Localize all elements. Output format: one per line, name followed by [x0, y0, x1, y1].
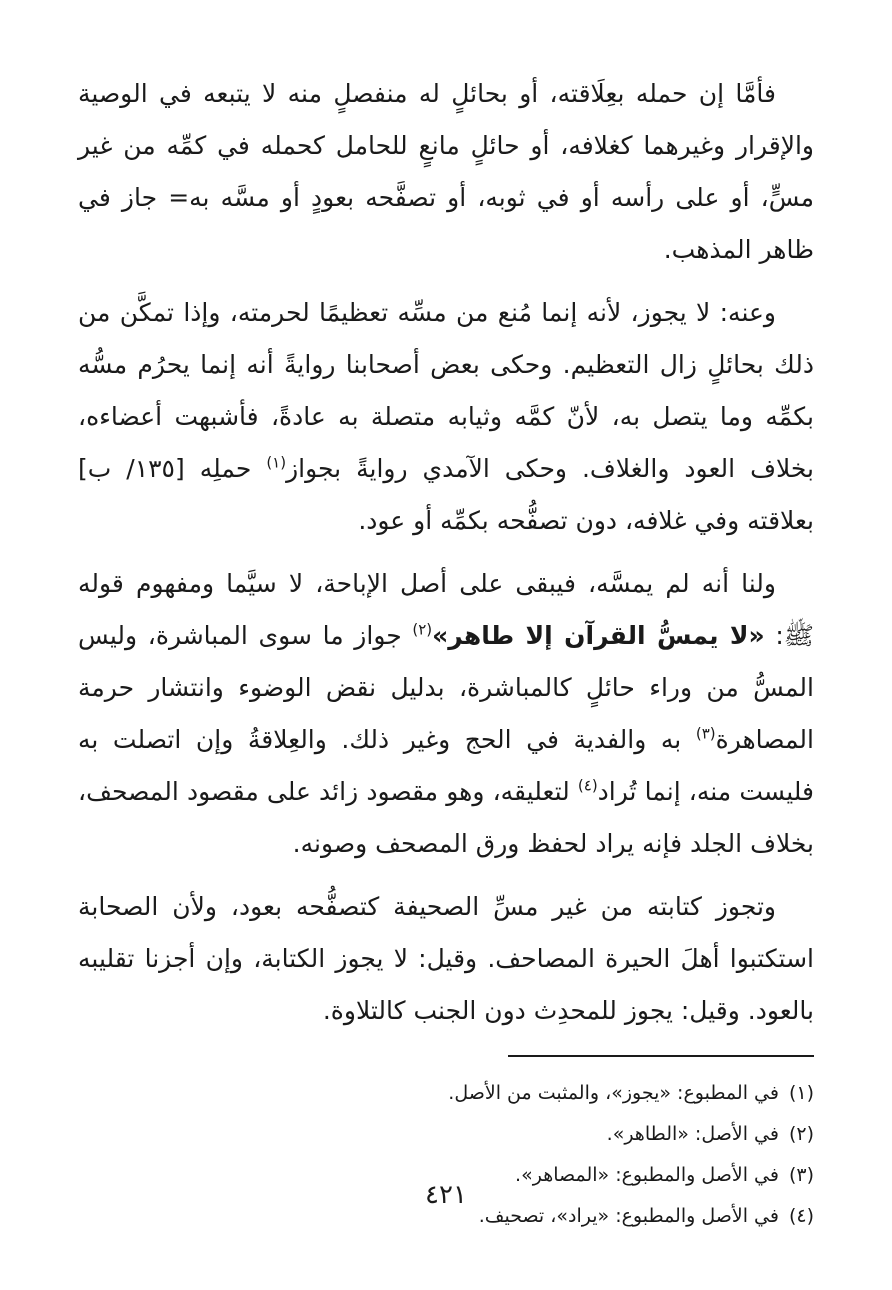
footnote-ref-4: (٤)	[577, 776, 598, 795]
paragraph-3-text-b: جواز ما سوى المباشرة، وليس المسُّ من وراء حائلٍ كالمباشرة، بدليل نقض الوضوء وانتشار حرمة المصاهرة	[78, 621, 814, 754]
footnote-text: في الأصل والمطبوع: «يراد»، تصحيف.	[478, 1205, 779, 1227]
footnote-ref-3: (٣)	[695, 724, 716, 743]
paragraph-1-text: فأمَّا إن حمله بعِلَاقته، أو بحائلٍ له منفصلٍ منه لا يتبعه في الوصية والإقرار وغيرهما كغلافه، أو حائلٍ مانعٍ للحامل كحمله في كمِّه من غير مسٍّ، أو على رأسه أو في ثوبه، أو تصفَّحه بعودٍ أو مسَّه به= جاز في ظاهر المذهب.	[78, 79, 814, 264]
footnote-ref-2: (٢)	[412, 620, 433, 639]
footnote-2	[78, 1114, 814, 1155]
footnote-number: (١)	[788, 1082, 814, 1104]
footnote-number: (٢)	[788, 1123, 814, 1145]
paragraph-1	[78, 68, 814, 276]
paragraph-2-text-b: حملِه [١٣٥/ ب] بعلاقته وفي غلافه، دون تصفُّحه بكمِّه أو عود.	[78, 454, 814, 535]
footnote-text: في المطبوع: «يجوز»، والمثبت من الأصل.	[448, 1082, 779, 1104]
paragraph-3-text-c: به والفدية في الحج وغير ذلك. والعِلاقةُ وإن اتصلت به فليست منه، إنما تُراد	[78, 725, 814, 806]
paragraph-4-text: وتجوز كتابته من غير مسِّ الصحيفة كتصفُّحه بعود، ولأن الصحابة استكتبوا أهلَ الحيرة المصاحف. وقيل: لا يجوز الكتابة، وإن أجزنا تقليبه بالعود. وقيل: يجوز للمحدِث دون الجنب كالتلاوة.	[78, 892, 814, 1025]
footnote-divider	[508, 1055, 814, 1057]
hadith-quote: «لا يمسُّ القرآن إلا طاهر»	[432, 621, 765, 650]
paragraph-2-text-a: وعنه: لا يجوز، لأنه إنما مُنع من مسِّه تعظيمًا لحرمته، وإذا تمكَّن من ذلك بحائلٍ زال التعظيم. وحكى بعض أصحابنا روايةً أنه إنما يحرُم مسُّه بكمِّه وما يتصل به، لأنّ كمَّه وثيابه متصلة به عادةً، فأشبهت أعضاءه، بخلاف العود والغلاف. وحكى الآمدي روايةً بجواز	[78, 298, 814, 483]
paragraph-4	[78, 881, 814, 1037]
paragraph-3	[78, 558, 814, 870]
footnote-1	[78, 1073, 814, 1114]
footnote-number: (٣)	[788, 1164, 814, 1186]
footnote-number: (٤)	[788, 1205, 814, 1227]
page-number: ٤٢١	[425, 1180, 467, 1210]
footnotes-list	[78, 1073, 814, 1237]
paragraph-3-text-a: ولنا أنه لم يمسَّه، فيبقى على أصل الإباحة، لا سيَّما ومفهوم قوله ﷺ:	[78, 569, 814, 650]
footnote-text: في الأصل والمطبوع: «المصاهر».	[515, 1164, 779, 1186]
paragraph-3-text-d: لتعليقه، وهو مقصود زائد على مقصود المصحف، بخلاف الجلد فإنه يراد لحفظ ورق المصحف وصونه.	[78, 777, 814, 858]
paragraph-2	[78, 287, 814, 547]
footnote-ref-1: (١)	[266, 453, 287, 472]
footnote-text: في الأصل: «الطاهر».	[606, 1123, 779, 1145]
